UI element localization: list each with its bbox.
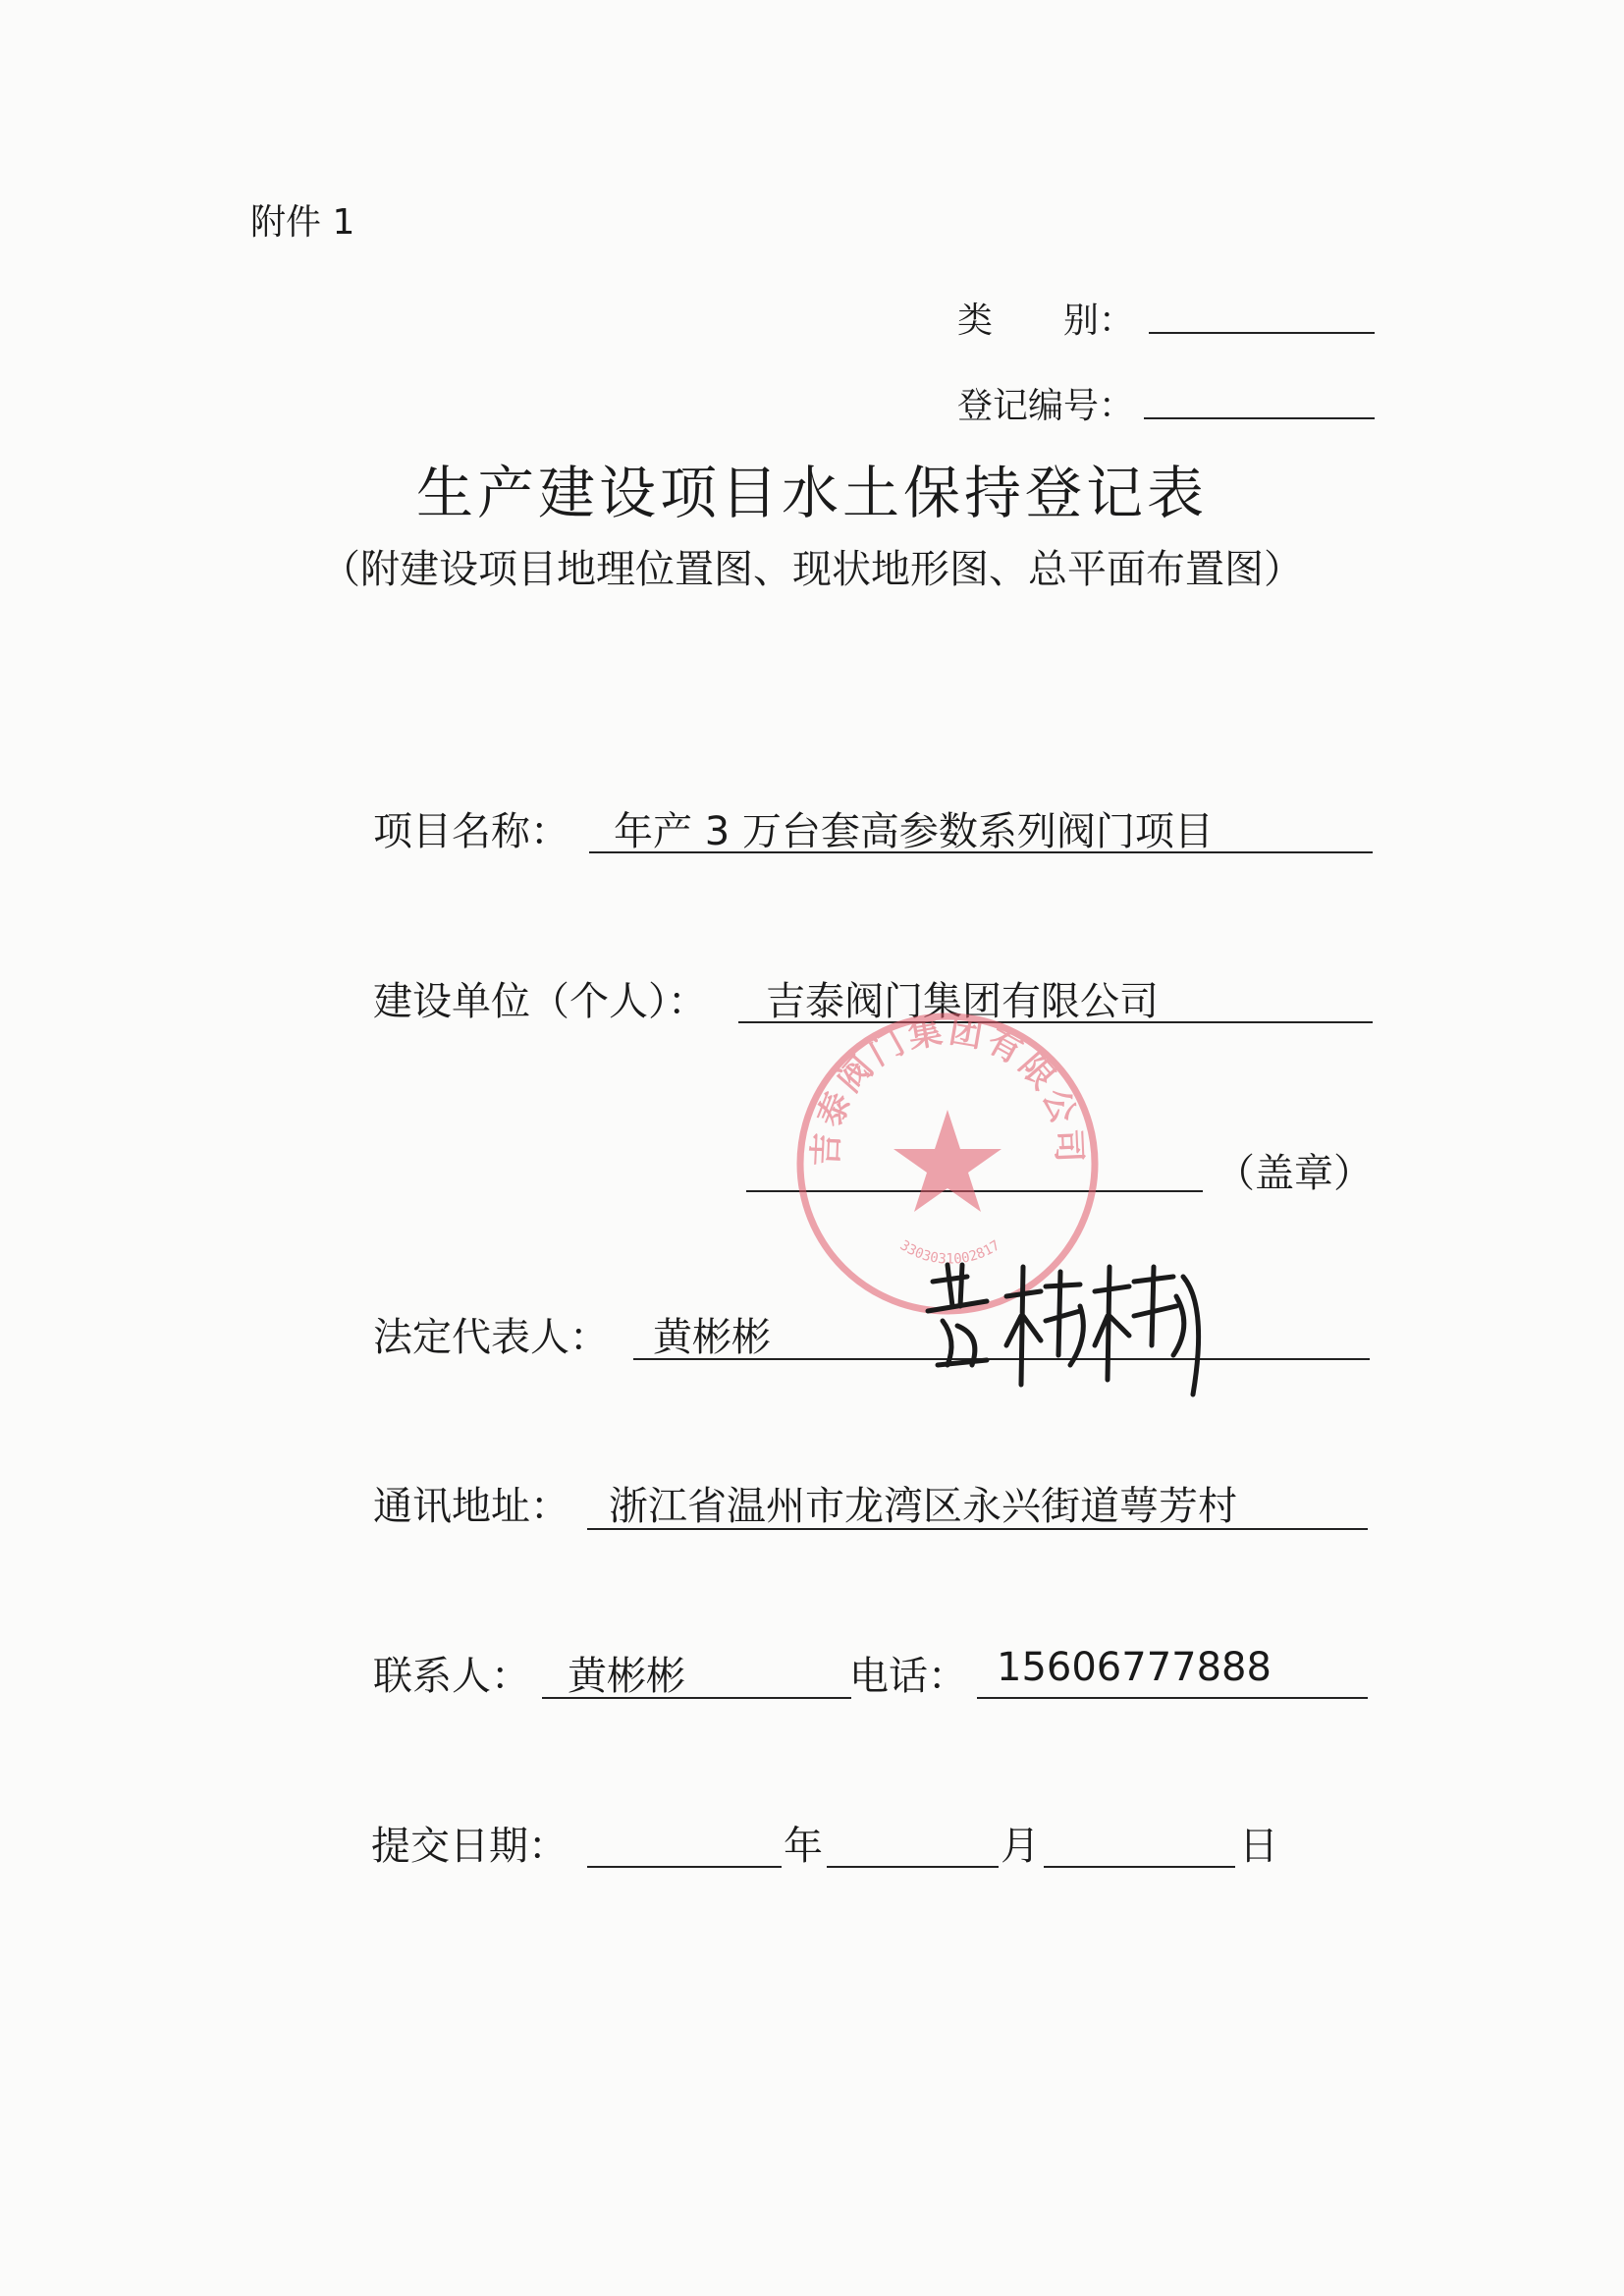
address-label: 通讯地址： xyxy=(373,1484,569,1529)
contact-underline xyxy=(542,1697,851,1699)
construction-unit-label: 建设单位（个人）： xyxy=(373,979,707,1024)
contact-label: 联系人： xyxy=(373,1654,530,1699)
seal-code: 3303031002817 xyxy=(896,1237,1003,1268)
address-underline xyxy=(587,1528,1368,1530)
month-label: 月 xyxy=(1001,1824,1040,1869)
phone-label: 电话： xyxy=(849,1654,967,1699)
attachment-label: 附件 1 xyxy=(250,202,355,243)
category-field[interactable] xyxy=(1149,332,1375,334)
form-subtitle: （附建设项目地理位置图、现状地形图、总平面布置图） xyxy=(321,547,1303,592)
phone-value: 15606777888 xyxy=(997,1645,1272,1690)
construction-unit-value: 吉泰阀门集团有限公司 xyxy=(766,979,1159,1024)
phone-underline xyxy=(977,1697,1368,1699)
seal-note: （盖章） xyxy=(1216,1151,1373,1196)
address-value: 浙江省温州市龙湾区永兴街道萼芳村 xyxy=(609,1484,1237,1529)
year-field[interactable] xyxy=(587,1866,782,1868)
form-title: 生产建设项目水土保持登记表 xyxy=(415,460,1208,526)
legal-rep-value: 黄彬彬 xyxy=(653,1315,771,1360)
year-label: 年 xyxy=(784,1824,823,1869)
legal-rep-label: 法定代表人： xyxy=(373,1315,609,1360)
registration-no-label: 登记编号： xyxy=(957,386,1135,426)
category-label: 类 别： xyxy=(957,301,1135,341)
handwritten-signature xyxy=(913,1247,1227,1414)
submit-date-label: 提交日期： xyxy=(371,1824,568,1869)
day-field[interactable] xyxy=(1044,1866,1235,1868)
day-label: 日 xyxy=(1239,1824,1278,1869)
project-name-label: 项目名称： xyxy=(373,809,569,854)
contact-value: 黄彬彬 xyxy=(568,1654,685,1699)
registration-no-field[interactable] xyxy=(1144,417,1375,419)
project-name-value: 年产 3 万台套高参数系列阀门项目 xyxy=(614,809,1214,854)
project-name-underline xyxy=(589,851,1373,853)
seal-text: 吉泰阀门集团有限公司 xyxy=(806,1011,1089,1168)
month-field[interactable] xyxy=(827,1866,999,1868)
